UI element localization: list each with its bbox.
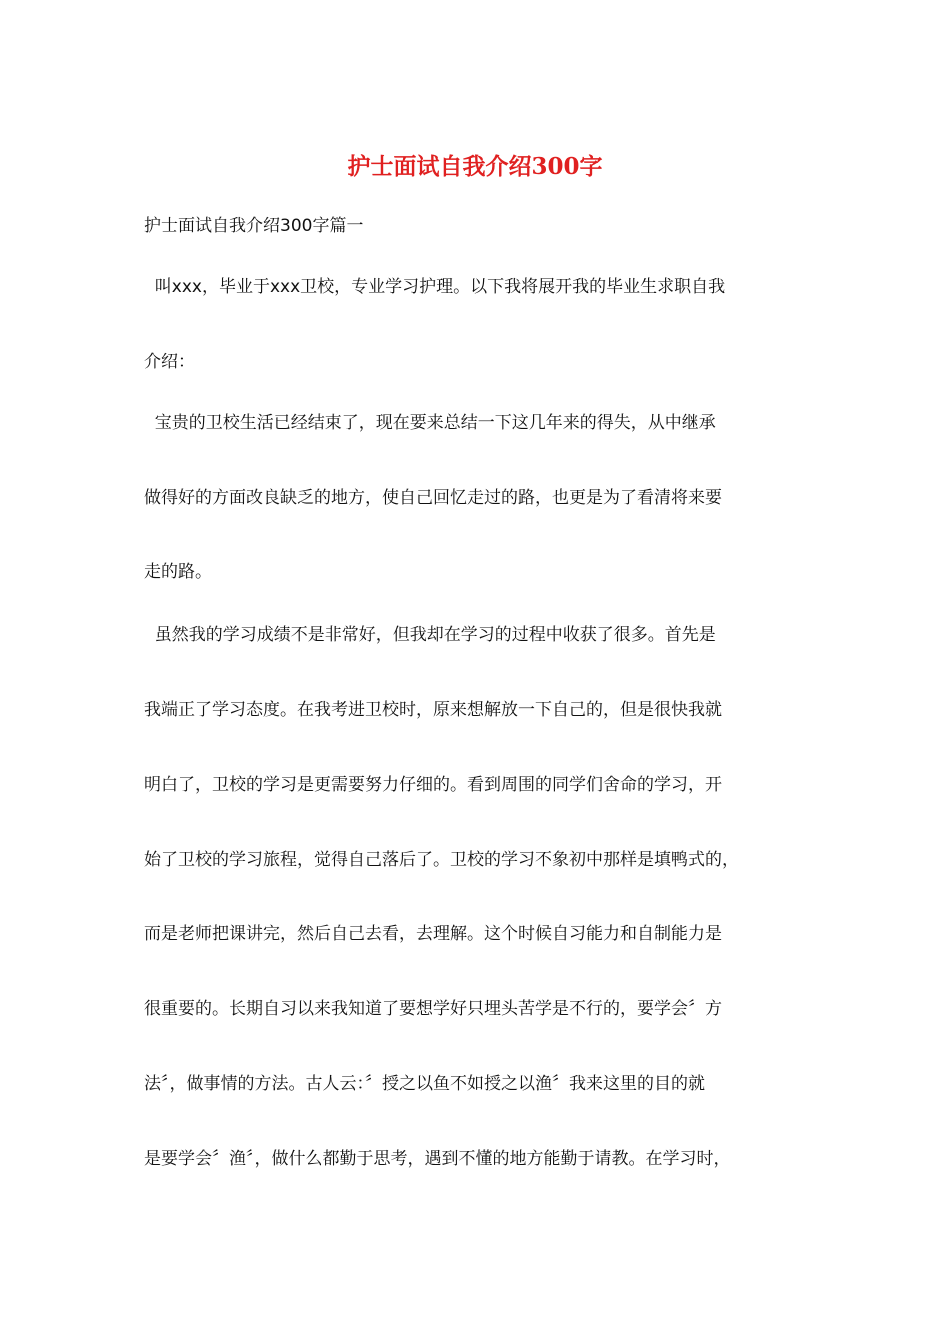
paragraph-line: 宝贵的卫校生活已经结束了，现在要来总结一下这几年来的得失，从中继承 [144, 413, 716, 433]
paragraph-line: 做得好的方面改良缺乏的地方，使自己回忆走过的路，也更是为了看清将来要 [144, 488, 722, 508]
paragraph-line: 而是老师把课讲完，然后自己去看，去理解。这个时候自习能力和自制能力是 [144, 924, 722, 944]
paragraph-line: 是要学会〞渔〞，做什么都勤于思考，遇到不懂的地方能勤于请教。在学习时， [144, 1149, 731, 1169]
paragraph-line: 明白了，卫校的学习是更需要努力仔细的。看到周围的同学们舍命的学习，开 [144, 775, 722, 795]
paragraph-line: 虽然我的学习成绩不是非常好，但我却在学习的过程中收获了很多。首先是 [144, 625, 716, 645]
paragraph-line: 介绍： [144, 352, 195, 372]
paragraph-line: 法〞，做事情的方法。古人云：〞授之以鱼不如授之以渔〞我来这里的目的就 [144, 1074, 705, 1094]
document-title: 护士面试自我介绍300字 [347, 153, 603, 180]
paragraph-line: 我端正了学习态度。在我考进卫校时，原来想解放一下自己的，但是很快我就 [144, 700, 722, 720]
paragraph-line: 叫xxx，毕业于xxx卫校，专业学习护理。以下我将展开我的毕业生求职自我 [144, 277, 726, 297]
paragraph-line: 很重要的。长期自习以来我知道了要想学好只埋头苦学是不行的，要学会〞方 [144, 999, 722, 1019]
paragraph-line: 走的路。 [144, 562, 212, 582]
paragraph-line: 始了卫校的学习旅程，觉得自己落后了。卫校的学习不象初中那样是填鸭式的， [144, 850, 739, 870]
section-heading: 护士面试自我介绍300字篇一 [144, 216, 364, 236]
